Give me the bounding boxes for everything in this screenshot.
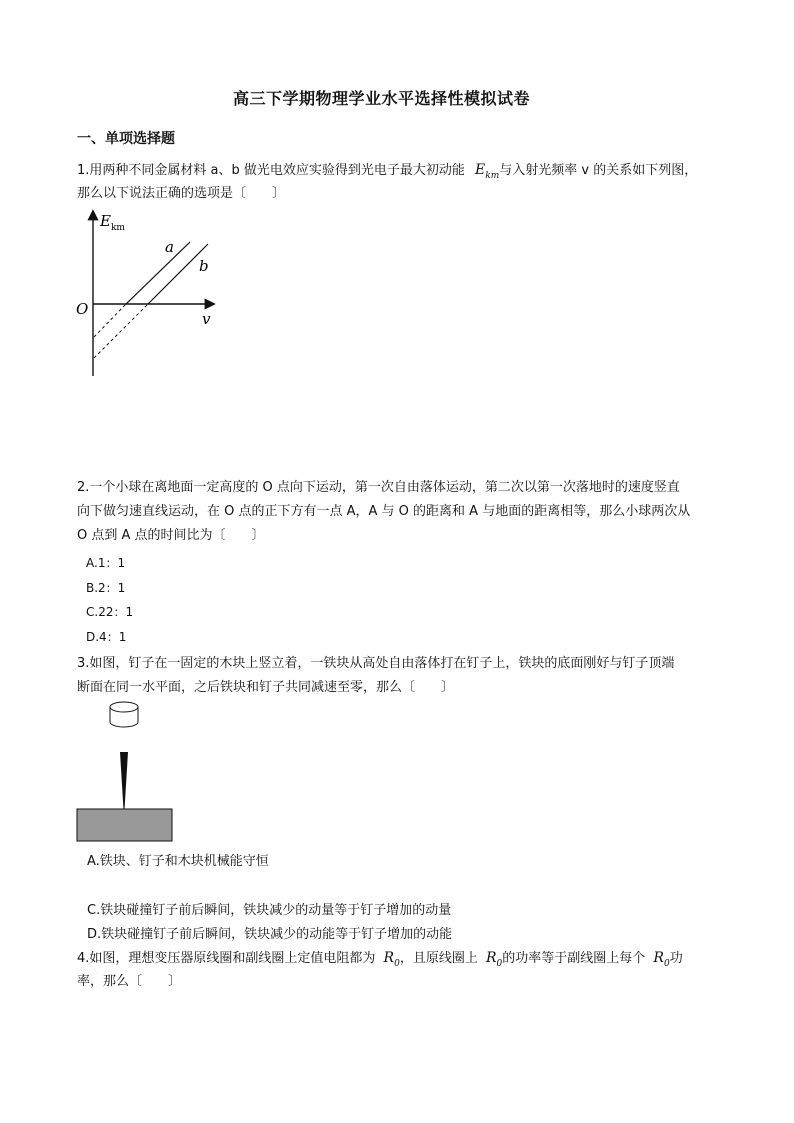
- wood-block: [77, 809, 172, 841]
- iron-block-icon: [110, 702, 138, 727]
- y-axis-label: $E_{km}$: [100, 212, 125, 233]
- nail-block-figure: [72, 700, 182, 846]
- question-4-text-c: 的功率等于副线圈上每个: [502, 951, 646, 966]
- line-b-dashed: [94, 304, 148, 358]
- question-1-text-b: 与入射光频率 v 的关系如下列图，: [499, 163, 698, 178]
- question-4-text-a: 4.如图，理想变压器原线圈和副线圈上定值电阻都为: [77, 951, 376, 966]
- symbol-r0: $R_0$: [485, 950, 503, 969]
- photoelectric-graph: [72, 208, 232, 380]
- symbol-ekm: $E_{km}$: [475, 162, 500, 181]
- origin-label: O: [76, 300, 89, 318]
- section-heading: 一、单项选择题: [77, 131, 175, 147]
- question-2-line-1: 2.一个小球在离地面一定高度的 O 点向下运动，第一次自由落体运动，第二次以第一次落地时的速度竖直: [77, 480, 680, 495]
- question-3-line-2: 断面在同一水平面，之后铁块和钉子共同减速至零，那么〔 〕: [77, 680, 455, 695]
- question-3-line-1: 3.如图，钉子在一固定的木块上竖立着，一铁块从高处自由落体打在钉子上，铁块的底面刚好与钉子顶端: [77, 656, 675, 671]
- question-4-text-d: 功: [669, 951, 683, 966]
- question-2-line-3: O 点到 A 点的时间比为〔 〕: [77, 528, 265, 543]
- option-2a: A.1：1: [86, 556, 126, 570]
- page-title: 高三下学期物理学业水平选择性模拟试卷: [233, 89, 531, 108]
- option-3c: C.铁块碰撞钉子前后瞬间，铁块减少的动量等于钉子增加的动量: [87, 903, 452, 918]
- line-b-label: b: [199, 257, 209, 275]
- line-a-label: a: [165, 238, 174, 256]
- option-2b: B.2：1: [86, 581, 126, 595]
- option-3d: D.铁块碰撞钉子前后瞬间，铁块减少的动能等于钉子增加的动能: [87, 927, 453, 942]
- option-2c: C.22：1: [86, 605, 134, 619]
- question-1-line-2: 那么以下说法正确的选项是〔 〕: [77, 186, 286, 201]
- question-4-line-2: 率，那么〔 〕: [77, 974, 182, 989]
- symbol-r0: $R_0$: [653, 950, 670, 969]
- question-4-text-b: ，且原线圈上: [399, 951, 478, 966]
- line-a-dashed: [94, 304, 126, 337]
- question-2-line-2: 向下做匀速直线运动，在 O 点的正下方有一点 A，A 与 O 的距离和 A 与地面的距离相等，那么小球两次从: [77, 504, 691, 519]
- option-3a: A.铁块、钉子和木块机械能守恒: [87, 854, 269, 869]
- option-2d: D.4：1: [86, 630, 127, 644]
- symbol-r0: $R_0$: [383, 950, 400, 969]
- question-1-text-a: 1.用两种不同金属材料 a、b 做光电效应实验得到光电子最大初动能: [77, 163, 465, 178]
- x-axis-label: v: [202, 310, 211, 328]
- nail-icon: [120, 752, 128, 818]
